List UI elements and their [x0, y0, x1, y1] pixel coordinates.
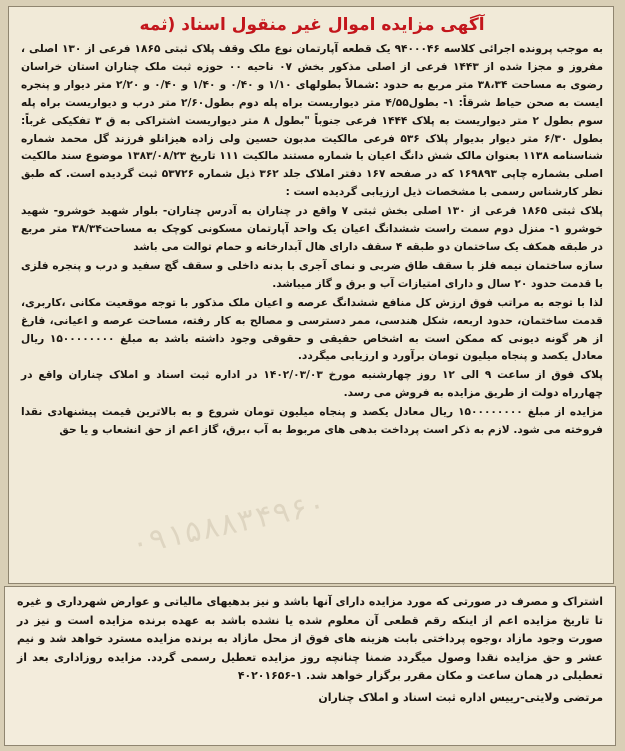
- notice-paragraph-structure: سازه ساختمان نیمه فلز با سقف طاق ضربی و نمای آجری با بدنه داخلی و سقف گچ سفید و درب و پنجره فلزی با قدمت حدود ۲۰ سال و دارای امتیازات آب و برق و گاز میباشد.: [21, 259, 603, 290]
- notice-paragraph-valuation: لذا با توجه به مراتب فوق ارزش کل منافع ششدانگ عرصه و اعیان ملک مذکور با توجه موقعیت مکانی ،کاربری، قدمت ساختمان، حدود اربعه، شکل هندسی، ممر دسترسی و مصالح به کار رفته، مساحت عرصه و اعیانی، فارغ از هر گونه دیونی که ممکن است به اشخاص حقیقی و حقوقی وجود داشته باشد به مبلغ ۱۵۰۰۰۰۰۰۰۰ ریال معادل یکصد و پنجاه میلیون تومان برآورد و ارزیابی میگردد.: [21, 296, 603, 363]
- notice-paragraph-property: به موجب پرونده اجرائی کلاسه ۹۴۰۰۰۴۶ یک قطعه آپارتمان نوع ملک وقف پلاک ثبتی ۱۸۶۵ فرعی از ۱۳۰ اصلی ، مفروز و مجزا شده از ۱۴۴۳ فرعی از اصلی مذکور بخش ۰۷ ناحیه ۰۰ حوزه ثبت ملک چناران استان خراسان رضوی به مساحت ۳۸،۳۴ متر مربع به حدود :شمالاً بطولهای ۱/۱۰ و ۰/۴۰ و ۱/۴۰ و ۰/۴۰ و ۲/۲۰ متر دیوار و پنجره ایست به صحن حیاط شرقاً: ۱- بطول۴/۵۵ متر دیواریست براه پله دوم بطول۲/۶۰ متر درب و دیواریست براه پله سوم بطول ۲ متر دیواریست به پلاک ۱۴۴۴ فرعی جنوباً "بطول ۸ متر دیواریست اشتراکی به ق ۳ تفکیکی غرباً: بطول ۶/۳۰ متر دیوار بدیوار پلاک ۵۳۶ فرعی مالکیت مدبون حسین ولی زاده هیزانلو فرزند گل محمد شماره شناسنامه ۱۱۳۸ بعنوان مالک شش دانگ اعیان با شماره مستند مالکیت ۱۱۱ تاریخ ۱۳۸۳/۰۸/۲۳ موضوع سند مالکیت اصلی بشماره چاپی ۱۶۹۸۹۳ که در صفحه ۱۶۷ دفتر املاک جلد ۳۶۲ ذیل شماره ۵۳۷۲۶ ثبت گردیده است. که طبق نظر کارشناس رسمی با مشخصات ذیل ارزیابی گردیده است :: [21, 43, 604, 199]
- notice-title: آگهی مزایده اموال غیر منقول اسناد (ثمه: [139, 15, 485, 35]
- notice-paragraph-continuation: اشتراک و مصرف در صورتی که مورد مزایده دارای آنها باشد و نیز بدهیهای مالیاتی و عوارض شهرداری و غیره تا تاریخ مزایده اعم از اینکه رقم قطعی آن معلوم شده یا نشده باشد به عهده برنده مزایده است و نیز در صورت وجود مازاد ،وجوه پرداختی بابت هزینه های فوق از محل مازاد به برنده مزایده مسترد خواهد شد و نیم عشر و حق مزایده نقدا وصول میگردد ضمنا چنانچه روز مزایده تعطیل رسمی گردد. مزایده روزاداری بعد از تعطیلی در همان ساعت و مکان مقرر برگزار خواهد شد. ۱-۴۰۲۰۱۶۵۶: [17, 595, 603, 683]
- notice-clipping: [8, 6, 614, 584]
- notice-continuation-clipping: [4, 586, 616, 746]
- notice-paragraph-starting-price: مزایده از مبلغ ۱۵۰۰۰۰۰۰۰۰ ریال معادل یکصد و پنجاه میلیون تومان شروع و به بالاترین قیمت پیشنهادی نقدا فروخته می شود. لازم به ذکر است پرداخت بدهی های مربوط به آب ،برق، گاز اعم از حق انشعاب و یا حق: [21, 406, 603, 437]
- phone-watermark: ۰۹۱۵۸۸۳۴۹۶۰: [127, 486, 330, 563]
- notice-paragraph-address: پلاک ثبتی ۱۸۶۵ فرعی از ۱۳۰ اصلی بخش ثبتی ۷ واقع در چناران به آدرس چناران- بلوار شهید خوشرو- شهید خوشرو ۱- منزل دوم سمت راست ششدانگ اعیان یک واحد آپارتمان مسکونی کوچک به مساحت۳۸/۳۴ متر مربع در طبقه همکف یک ساختمان دو طبقه ۴ سقف دارای هال آبدارخانه و حمام توالت می باشد: [21, 205, 604, 253]
- notice-paragraph-schedule: پلاک فوق از ساعت ۹ الی ۱۲ روز چهارشنبه مورخ ۱۴۰۲/۰۳/۰۳ در اداره ثبت اسناد و املاک چناران واقع در چهارراه دولت از طریق مزایده به فروش می رسد.: [21, 369, 604, 400]
- notice-signature: مرتضی ولایتی-رییس اداره ثبت اسناد و املاک چناران: [318, 690, 603, 704]
